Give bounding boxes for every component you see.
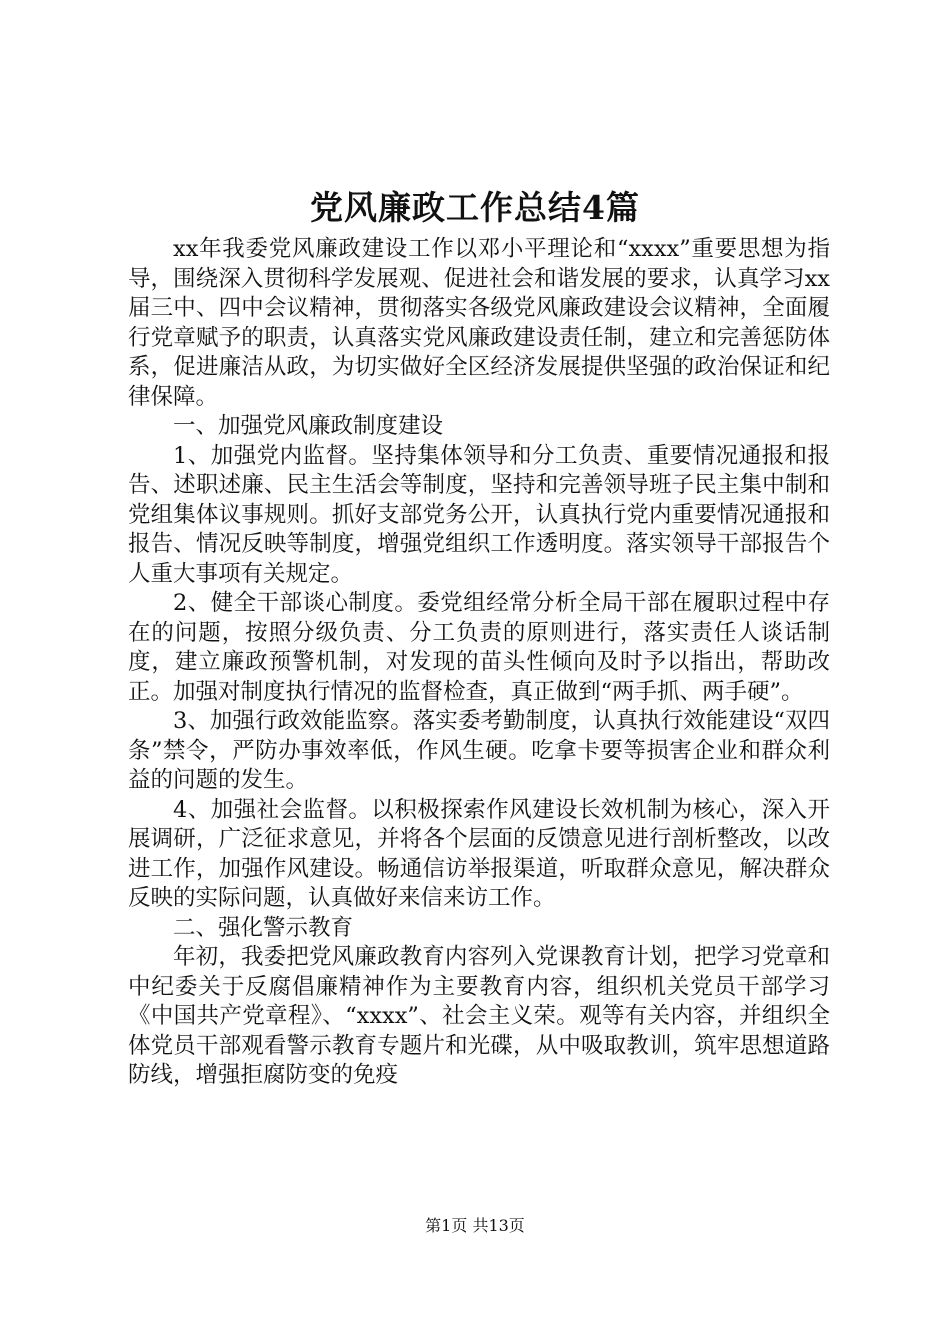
document-body bbox=[128, 235, 830, 1091]
body-paragraph: 3、加强行政效能监察。落实委考勤制度，认真执行效能建设“双四条”禁令，严防办事效率低，作风生硬。吃拿卡要等损害企业和群众利益的问题的发生。 bbox=[128, 708, 830, 793]
page-footer: 第1页 共13页 bbox=[425, 1216, 525, 1235]
document-title: 党风廉政工作总结4篇 bbox=[310, 188, 640, 227]
section-heading: 一、加强党风廉政制度建设 bbox=[173, 413, 444, 439]
body-paragraph: 1、加强党内监督。坚持集体领导和分工负责、重要情况通报和报告、述职述廉、民主生活会等制度，坚持和完善领导班子民主集中制和党组集体议事规则。抓好支部党务公开，认真执行党内重要情况通报和报告、情况反映等制度，增强党组织工作透明度。落实领导干部报告个人重大事项有关规定。 bbox=[128, 442, 830, 587]
body-paragraph: 2、健全干部谈心制度。委党组经常分析全局干部在履职过程中存在的问题，按照分级负责、分工负责的原则进行，落实责任人谈话制度，建立廉政预警机制，对发现的苗头性倾向及时予以指出，帮助改正。加强对制度执行情况的监督检查，真正做到“两手抓、两手硬”。 bbox=[128, 590, 830, 705]
section-heading: 二、强化警示教育 bbox=[173, 914, 354, 941]
body-paragraph: xx年我委党风廉政建设工作以邓小平理论和“xxxx”重要思想为指导，围绕深入贯彻科学发展观、促进社会和谐发展的要求，认真学习xx届三中、四中会议精神，贯彻落实各级党风廉政建设会议精神，全面履行党章赋予的职责，认真落实党风廉政建设责任制，建立和完善惩防体系，促进廉洁从政，为切实做好全区经济发展提供坚强的政治保证和纪律保障。 bbox=[128, 236, 830, 410]
body-paragraph: 4、加强社会监督。以积极探索作风建设长效机制为核心，深入开展调研，广泛征求意见，并将各个层面的反馈意见进行剖析整改，以改进工作，加强作风建设。畅通信访举报渠道，听取群众意见，解决群众反映的实际问题，认真做好来信来访工作。 bbox=[128, 796, 830, 911]
body-paragraph: 年初，我委把党风廉政教育内容列入党课教育计划，把学习党章和中纪委关于反腐倡廉精神作为主要教育内容，组织机关党员干部学习《中国共产党章程》、“xxxx”、社会主义荣。观等有关内容，并组织全体党员干部观看警示教育专题片和光碟，从中吸取教训，筑牢思想道路防线，增强拒腐防变的免疫 bbox=[128, 944, 830, 1088]
